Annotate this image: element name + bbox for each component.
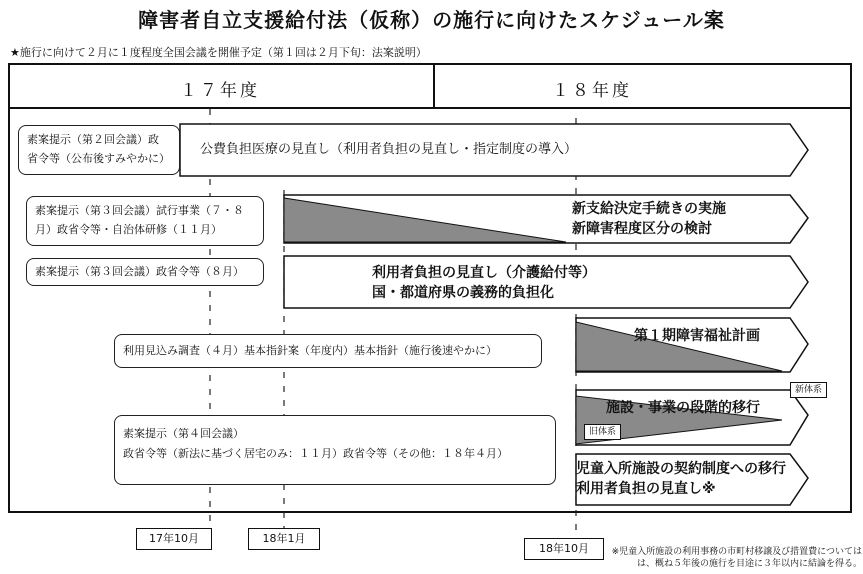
arrow2-line2: 新障害程度区分の検討 [572, 221, 712, 237]
date-17-10: 17年10月 [136, 528, 212, 550]
box-usage-survey [114, 334, 542, 368]
arrow6-line1: 児童入所施設の契約制度への移行 [576, 461, 786, 477]
arrow3-line1: 利用者負担の見直し（介護給付等） [372, 265, 596, 281]
footnote-line2: は、概ね５年後の施行を目途に３年以内に結論を得る。 [636, 559, 862, 569]
box-draft-meeting-4 [114, 415, 556, 485]
page-title: 障害者自立支援給付法（仮称）の施行に向けたスケジュール案 [138, 8, 725, 32]
box5-line1: 素案提示（第４回会議） [123, 427, 244, 440]
box-draft-meeting-2 [18, 125, 180, 175]
footnote-line1: ※児童入所施設の利用事務の市町村移譲及び措置費については [611, 547, 862, 557]
box5-line2: 政省令等（新法に基づく居宅のみ：１１月）政省令等（その他：１８年４月） [123, 447, 508, 460]
footnote [610, 546, 862, 570]
date-18-01: 18年1月 [248, 528, 320, 550]
meeting-note: ★施行に向けて２月に１度程度全国会議を開催予定（第１回は２月下旬：法案説明） [10, 46, 427, 59]
box2-line1: 素案提示（第３回会議）試行事業（７・８ [35, 204, 244, 217]
arrow6-line2: 利用者負担の見直し※ [576, 481, 716, 497]
box3-line1: 素案提示（第３回会議）政省令等（８月） [35, 265, 244, 278]
box-draft-meeting-3b [26, 258, 264, 286]
box1-line2: 省令等（公布後すみやかに） [27, 152, 170, 165]
arrow3-line2: 国・都道府県の義務的負担化 [372, 285, 554, 301]
fiscal-year-18: １８年度 [552, 81, 632, 101]
date-18-10: 18年10月 [524, 538, 604, 560]
box1-line1: 素案提示（第２回会議）政 [27, 133, 159, 146]
box4-line1: 利用見込み調査（４月）基本指針案（年度内）基本指針（施行後速やかに） [123, 344, 497, 357]
new-system-label: 新体系 [790, 382, 827, 398]
old-system-label: 旧体系 [584, 424, 621, 440]
arrow2-line1: 新支給決定手続きの実施 [572, 201, 726, 217]
box-draft-meeting-3a [26, 196, 264, 246]
box2-line2: 月）政省令等・自治体研修（１１月） [35, 223, 222, 236]
arrow1-text: 公費負担医療の見直し（利用者負担の見直し・指定制度の導入） [200, 142, 578, 157]
arrow4-text: 第１期障害福祉計画 [634, 328, 760, 344]
arrow5-text: 施設・事業の段階的移行 [606, 400, 760, 416]
fiscal-year-17: １７年度 [180, 81, 260, 101]
